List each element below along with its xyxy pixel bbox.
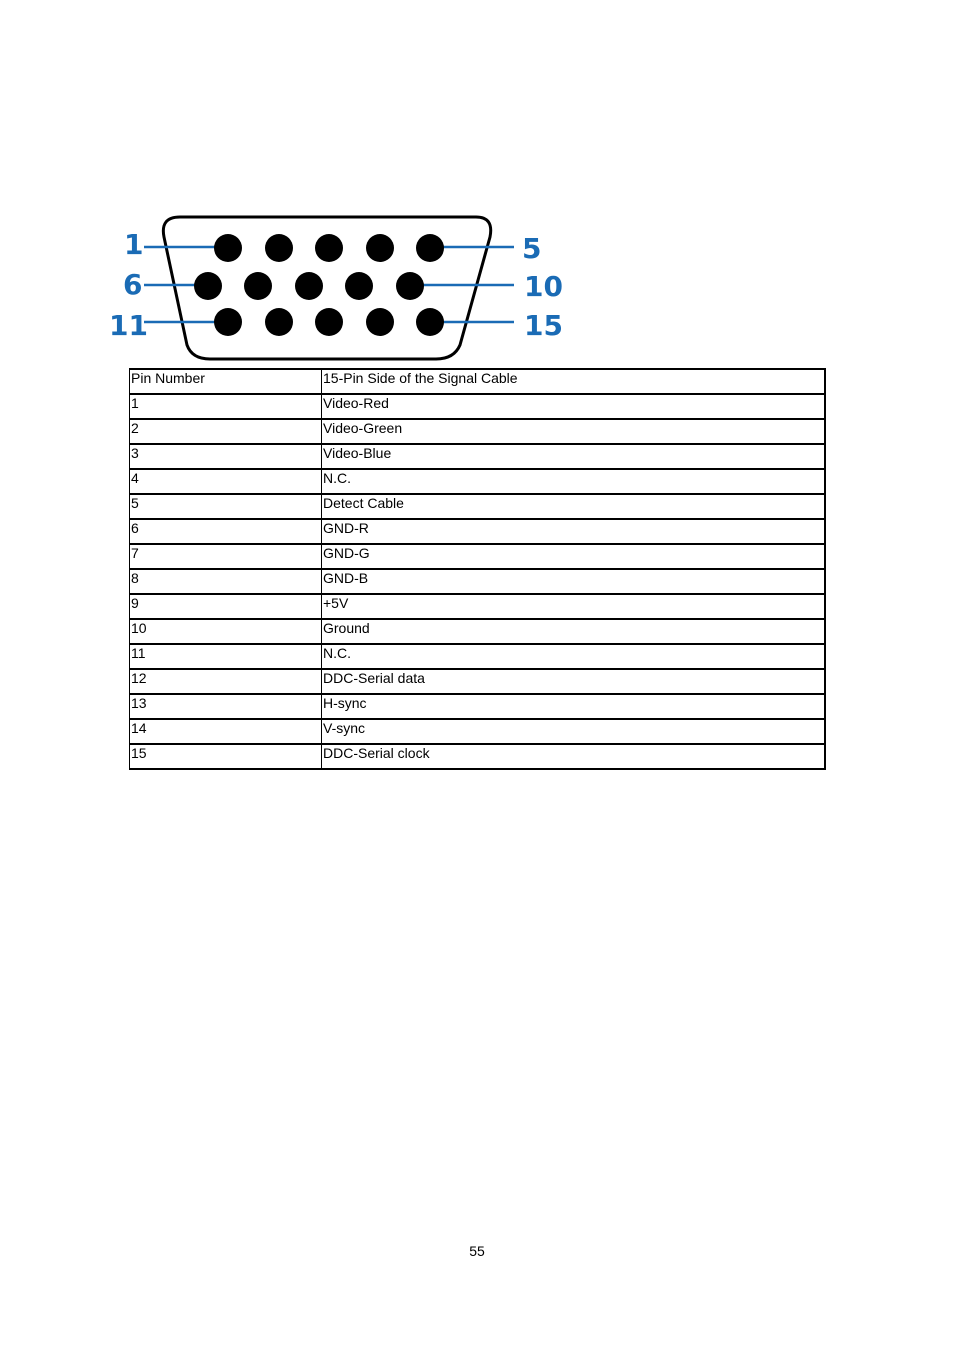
table-row <box>130 569 826 594</box>
pin-13 <box>315 308 343 336</box>
pin-number-cell: 15 <box>130 744 322 769</box>
pin-assignment-table <box>129 368 826 770</box>
pin-4 <box>366 234 394 262</box>
table-row <box>130 669 826 694</box>
table-header-row <box>130 369 826 394</box>
pin-number-cell: 9 <box>130 594 322 619</box>
table-row <box>130 544 826 569</box>
signal-cell: N.C. <box>322 469 826 494</box>
signal-cell: DDC-Serial data <box>322 669 826 694</box>
pin-8 <box>295 272 323 300</box>
pin-number-cell: 14 <box>130 719 322 744</box>
pin-1 <box>214 234 242 262</box>
signal-cell: H-sync <box>322 694 826 719</box>
signal-cell: GND-R <box>322 519 826 544</box>
pin-number-cell: 6 <box>130 519 322 544</box>
table-row <box>130 419 826 444</box>
pin-6 <box>194 272 222 300</box>
pin-12 <box>265 308 293 336</box>
table-row <box>130 744 826 769</box>
table-row <box>130 694 826 719</box>
signal-cell: Video-Green <box>322 419 826 444</box>
table-row <box>130 444 826 469</box>
pin-2 <box>265 234 293 262</box>
signal-cell: Detect Cable <box>322 494 826 519</box>
label-pin-1: 1 <box>124 228 144 261</box>
pin-number-cell: 11 <box>130 644 322 669</box>
page-number: 55 <box>469 1243 485 1259</box>
table-row <box>130 469 826 494</box>
table-row <box>130 594 826 619</box>
pin-3 <box>315 234 343 262</box>
label-pin-15: 15 <box>524 309 563 342</box>
signal-cell: Video-Red <box>322 394 826 419</box>
pin-14 <box>366 308 394 336</box>
table-row <box>130 619 826 644</box>
table-row <box>130 394 826 419</box>
signal-cell: Video-Blue <box>322 444 826 469</box>
header-signal: 15-Pin Side of the Signal Cable <box>322 369 826 394</box>
pin-number-cell: 7 <box>130 544 322 569</box>
pin-9 <box>345 272 373 300</box>
pin-number-cell: 10 <box>130 619 322 644</box>
table-row <box>130 519 826 544</box>
table-row <box>130 644 826 669</box>
label-pin-10: 10 <box>524 270 563 303</box>
table-row <box>130 494 826 519</box>
header-pin-number: Pin Number <box>130 369 322 394</box>
pin-7 <box>244 272 272 300</box>
pin-number-cell: 2 <box>130 419 322 444</box>
signal-cell: V-sync <box>322 719 826 744</box>
signal-cell: GND-B <box>322 569 826 594</box>
pin-number-cell: 12 <box>130 669 322 694</box>
label-pin-11: 11 <box>109 309 148 342</box>
vga-connector-svg <box>100 205 570 370</box>
pin-number-cell: 1 <box>130 394 322 419</box>
vga-connector-diagram <box>100 205 570 370</box>
signal-cell: +5V <box>322 594 826 619</box>
pin-number-cell: 5 <box>130 494 322 519</box>
signal-cell: GND-G <box>322 544 826 569</box>
pin-number-cell: 4 <box>130 469 322 494</box>
signal-cell: DDC-Serial clock <box>322 744 826 769</box>
pin-11 <box>214 308 242 336</box>
pin-10 <box>396 272 424 300</box>
pin-number-cell: 3 <box>130 444 322 469</box>
pin-number-cell: 13 <box>130 694 322 719</box>
pin-number-cell: 8 <box>130 569 322 594</box>
signal-cell: Ground <box>322 619 826 644</box>
pin-table-body <box>130 369 826 769</box>
label-pin-6: 6 <box>123 268 143 301</box>
label-pin-5: 5 <box>522 232 542 265</box>
pin-15 <box>416 308 444 336</box>
pin-5 <box>416 234 444 262</box>
table-row <box>130 719 826 744</box>
signal-cell: N.C. <box>322 644 826 669</box>
